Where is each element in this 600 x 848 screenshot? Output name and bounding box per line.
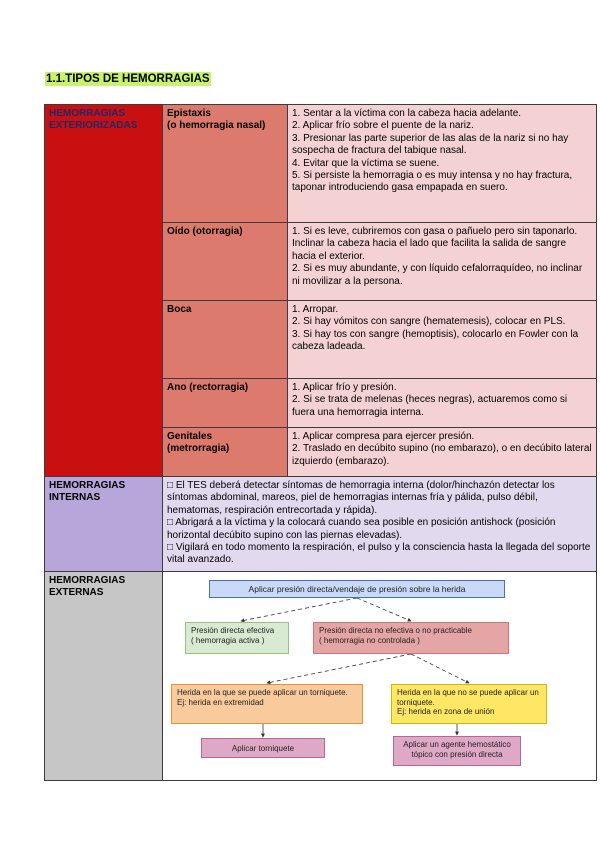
instruction: 2. Aplicar frío sobre el puente de la nariz.	[292, 120, 474, 132]
subtype-name: Epistaxis	[167, 108, 211, 119]
flow-text: Herida en la que se puede aplicar un torniquete.	[177, 688, 348, 697]
flow-text: Presión directa efectiva	[191, 626, 275, 635]
instruction: 3. Si hay tos con sangre (hemoptisis), colocarlo en Fowler con la cabeza ladeada.	[292, 328, 579, 353]
flow-text: ( hemorragia activa )	[191, 635, 265, 645]
subtype-boca	[163, 301, 288, 379]
boca-instructions	[288, 301, 597, 379]
subtype-name: Boca	[167, 304, 192, 315]
instruction: □ El TES deberá detectar síntomas de hemorragia interna (dolor/hinchazón detectar los síntomas abdominal, mareos, piel de hemorragias internas fría y pálida, pulso débil, hematomas, respiración entrecortada y rápida).	[167, 480, 555, 516]
subtype-genitales	[163, 428, 288, 477]
flow-text: Presión directa no efectiva o no practicable	[319, 626, 472, 635]
subtype-name: (metrorragia)	[167, 443, 230, 455]
table-row	[45, 105, 597, 223]
subtype-oido	[163, 223, 288, 301]
instruction: 2. Si es muy abundante, y con líquido cefalorraquídeo, no inclinar ni movilizar a la persona.	[292, 263, 583, 287]
instruction: 5. Si persiste la hemorragia o es muy intensa y no hay fractura, taponar introduciendo gasa empapada en suero.	[292, 170, 573, 194]
instruction: 2. Si hay vómitos con sangre (hematemesis), colocar en PLS.	[292, 316, 566, 328]
flow-tourniquet-possible	[171, 684, 363, 724]
flow-text: Aplicar un agente hemostático	[403, 740, 511, 749]
subtype-name: Genitales	[167, 431, 213, 442]
category-exteriorizadas: HEMORRAGIAS EXTERIORIZADAS	[45, 105, 163, 477]
instruction: 1. Arropar.	[292, 304, 339, 315]
subtype-name: (o hemorragia nasal)	[167, 120, 266, 132]
subtype-name: Oído (otorragia)	[167, 226, 243, 237]
flow-apply-hemostatic	[393, 736, 521, 766]
flow-text: Ej: herida en extremidad	[177, 697, 264, 707]
category-externas: HEMORRAGIAS EXTERNAS	[45, 572, 163, 781]
hemorrhage-table	[44, 104, 597, 781]
flow-text: tópico con presión directa	[411, 749, 503, 759]
table-row	[45, 477, 597, 572]
instruction: 2. Si se trata de melenas (heces negras), actuaremos como si fuera una hemorragia interna.	[292, 394, 568, 418]
flow-text: Ej: herida en zona de unión	[397, 707, 495, 716]
instruction: 1. Si es leve, cubriremos con gasa o pañuelo pero sin taponarlo. Inclinar la cabeza hacia el lado que facilita la salida de sangre hacia el exterior.	[292, 226, 578, 262]
subtype-name: Ano (rectorragia)	[167, 382, 249, 393]
flow-text: Herida en la que no se puede aplicar un torniquete.	[397, 688, 539, 707]
category-internas: HEMORRAGIAS INTERNAS	[45, 477, 163, 572]
flow-tourniquet-impossible	[391, 684, 547, 724]
instruction: □ Abrigará a la víctima y la colocará cuando sea posible en posición antishock (posición horizontal decúbito supino con las piernas elevadas).	[167, 517, 556, 541]
externas-flowchart	[163, 572, 597, 781]
instruction: 1. Aplicar frío y presión.	[292, 382, 397, 393]
oido-instructions	[288, 223, 597, 301]
flow-pressure-not-effective	[313, 622, 509, 654]
flow-apply-pressure: Aplicar presión directa/vendaje de presión sobre la herida	[209, 580, 505, 598]
ano-instructions	[288, 379, 597, 428]
instruction: 4. Evitar que la víctima se suene.	[292, 157, 440, 169]
internas-instructions	[163, 477, 597, 572]
flow-text: ( hemorragia no controlada )	[319, 635, 420, 645]
instruction: 1. Sentar a la víctima con la cabeza hacia adelante.	[292, 108, 522, 119]
instruction: □ Vigilará en todo momento la respiración, el pulso y la consciencia hasta la llegada del soporte vital avanzado.	[167, 542, 591, 566]
instruction: 2. Traslado en decúbito supino (no embarazo), o en decúbito lateral izquierdo (embarazo).	[292, 443, 592, 467]
genitales-instructions	[288, 428, 597, 477]
flow-pressure-effective	[185, 622, 289, 654]
epistaxis-instructions	[288, 105, 597, 223]
page-heading: 1.1.TIPOS DE HEMORRAGIAS	[46, 73, 210, 85]
flow-apply-tourniquet: Aplicar torniquete	[201, 738, 325, 758]
instruction: 3. Presionar las parte superior de las alas de la nariz si no hay sospecha de fractura del tabique nasal.	[292, 132, 569, 157]
subtype-epistaxis	[163, 105, 288, 223]
instruction: 1. Aplicar compresa para ejercer presión.	[292, 431, 475, 442]
subtype-ano	[163, 379, 288, 428]
table-row	[45, 572, 597, 781]
